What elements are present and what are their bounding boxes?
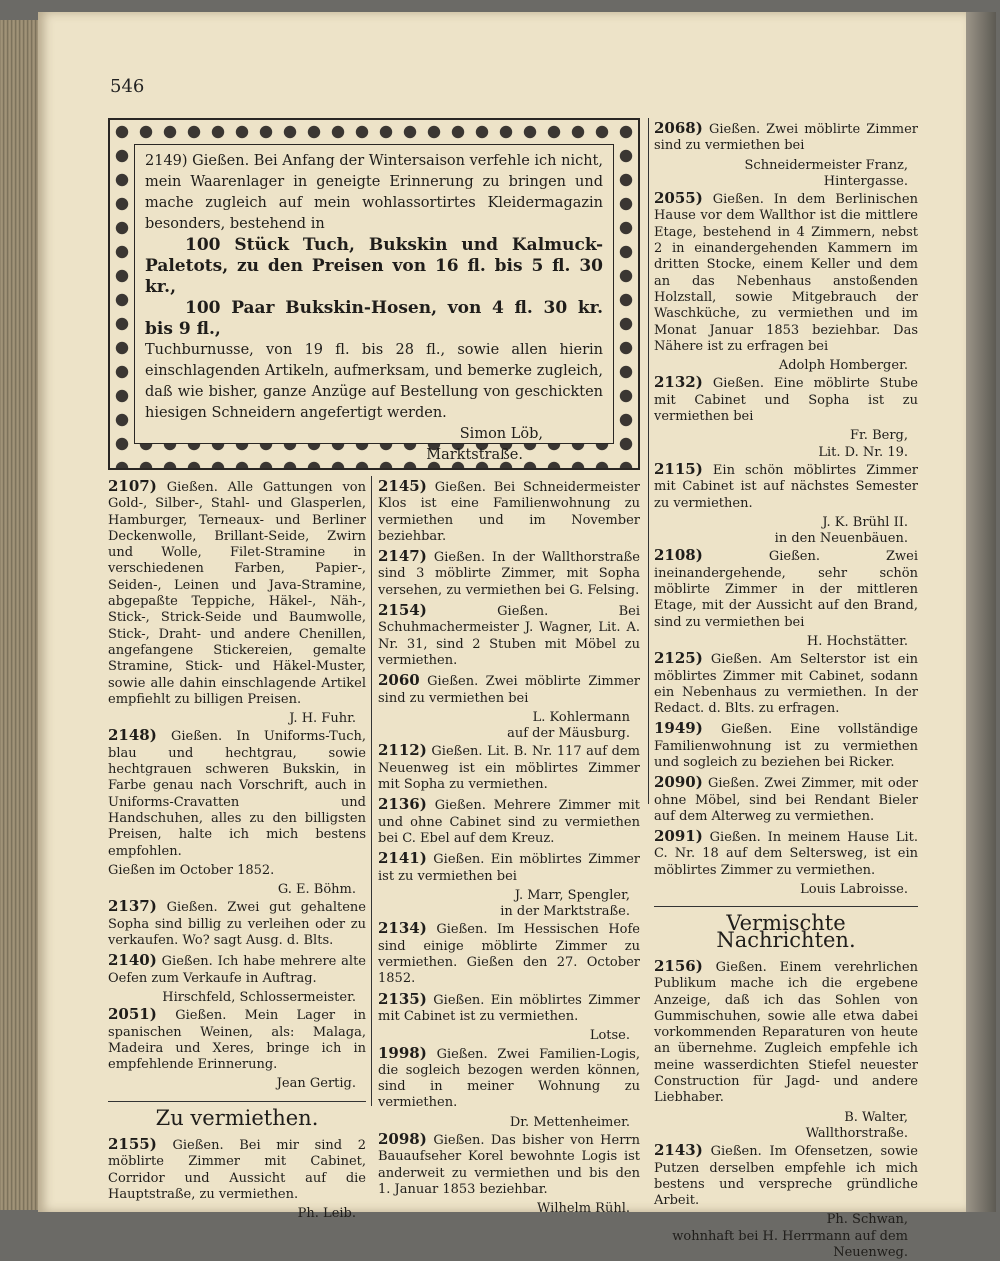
column-1 — [108, 478, 366, 1222]
section-heading: Vermischte Nachrichten. — [654, 906, 918, 948]
column-rule — [371, 476, 372, 1106]
ad-2112: 2112) Gießen. Lit. B. Nr. 117 auf dem Neuenweg ist ein möblirtes Zimmer mit Sopha zu vermiethen. — [378, 741, 640, 793]
ad-2156: 2156) Gießen. Einem verehrlichen Publikum mache ich die ergebene Anzeige, daß ich das Sohlen von Gummischuhen, sowie alle etwa dabei vorkommenden Reparaturen von heute an übernehme. Zugleich empfehle ich meine wasserdichten Stiefel neuester Construction für Jagd- und andere Liebhaber. — [654, 956, 918, 1106]
ad-signature: Jean Gertig. — [276, 1076, 356, 1092]
ad-2147: 2147) Gießen. In der Wallthorstraße sind 3 möblirte Zimmer, mit Sopha versehen, zu vermiethen bei G. Felsing. — [378, 547, 640, 598]
ad-signature: Simon Löb, — [459, 426, 543, 442]
ad-2132: 2132) Gießen. Eine möblirte Stube mit Cabinet und Sopha ist zu vermiethen bei — [654, 373, 918, 425]
ad-signature: L. Kohlermann — [532, 709, 630, 725]
column-rule — [648, 118, 649, 804]
ad-signature: Adolph Homberger. — [778, 358, 908, 374]
ad-2145: 2145) Gießen. Bei Schneidermeister Klos ist eine Familienwohnung zu vermiethen und im November beziehbar. — [378, 477, 640, 544]
ad-item-burnusse: Tuchburnusse, von 19 fl. bis 28 fl., sowie allen hierin einschlagenden Artikeln, aufmerksam, und bemerke zugleich, daß wie bisher, ganze Anzüge auf Bestellung von geschickten hiesigen Schneidern angefertigt werden. — [145, 342, 603, 421]
ad-item-hosen: 100 Paar Bukskin-Hosen, von 4 fl. 30 kr. bis 9 fl., — [145, 298, 603, 339]
ad-address: wohnhaft bei H. Herrmann auf dem Neuenweg. — [672, 1228, 908, 1260]
ad-signature: Louis Labroisse. — [800, 882, 908, 898]
ad-2115: 2115) Ein schön möblirtes Zimmer mit Cabinet ist auf nächstes Semester zu vermiethen. — [654, 459, 918, 511]
ad-2134: 2134) Gießen. Im Hessischen Hofe sind einige möblirte Zimmer zu vermiethen. Gießen den 27. October 1852. — [378, 919, 640, 987]
ad-2154: 2154) Gießen. Bei Schuhmachermeister J. Wagner, Lit. A. Nr. 31, sind 2 Stuben mit Möbel zu vermiethen. — [378, 601, 640, 668]
ad-2098: 2098) Gießen. Das bisher von Herrn Bauaufseher Korel bewohnte Logis ist anderweit zu vermiethen und bis den 1. Januar 1853 beziehbar. — [378, 1129, 640, 1197]
ad-2108: 2108) Gießen. Zwei ineinandergehende, sehr schön möblirte Zimmer in der mittleren Etage, mit der Aussicht auf den Brand, sind zu vermiethen bei — [654, 546, 918, 630]
ad-item-paletots: 100 Stück Tuch, Bukskin und Kalmuck-Paletots, zu den Preisen von 16 fl. bis 5 fl. 30 kr., — [145, 235, 603, 297]
ad-signature: Lotse. — [589, 1028, 630, 1044]
ad-signature: Schneidermeister Franz, — [744, 157, 908, 173]
ad-address: Lit. D. Nr. 19. — [818, 444, 908, 460]
ad-signature: Hirschfeld, Schlossermeister. — [162, 989, 356, 1005]
ad-address: Marktstraße. — [426, 447, 523, 463]
ad-2141: 2141) Gießen. Ein möblirtes Zimmer ist zu vermiethen bei — [378, 849, 640, 884]
ad-1998: 1998) Gießen. Zwei Familien-Logis, die sogleich bezogen werden können, sind in meiner Wohnung zu vermiethen. — [378, 1043, 640, 1111]
ad-2107: 2107) Gießen. Alle Gattungen von Gold-, Silber-, Stahl- und Glasperlen, Hamburger, Terneaux- und Berliner Deckenwolle, Brillant-Seide, Zwirn und Wolle, Filet-Stramine in verschiedenen Farben, Papier-, Seiden-, Leinen und Java-Stramine, abgepaßte Teppiche, Häkel-, Näh-, Stick-, Strick-Seide und Baumwolle, Stick-, Draht- und andere Chenillen, angefangene Stickereien, gemalte Stramine, Stick- und Häkel-Muster, sowie alle dahin einschlagende Artikel empfiehlt zu billigen Preisen. — [108, 477, 366, 707]
ad-2091: 2091) Gießen. In meinem Hause Lit. C. Nr. 18 auf dem Seltersweg, ist ein möblirtes Zimmer zu vermiethen. — [654, 827, 918, 878]
ad-intro: 2149) Gießen. Bei Anfang der Wintersaison verfehle ich nicht, mein Waarenlager in geneigte Erinnerung zu bringen und mache zugleich auf mein wohlassortirtes Kleidermagazin besonders, bestehend in — [145, 153, 603, 232]
ad-2125: 2125) Gießen. Am Selterstor ist ein möblirtes Zimmer mit Cabinet, sodann ein Nebenhaus zu vermiethen. In der Redact. d. Blts. zu erfragen. — [654, 649, 918, 717]
ad-signature: Dr. Mettenheimer. — [509, 1114, 630, 1130]
book-spine-edge — [0, 20, 38, 1210]
ad-address: auf der Mäusburg. — [507, 726, 630, 742]
ad-address: Hintergasse. — [823, 173, 908, 189]
column-3 — [654, 120, 918, 1261]
section-heading: Zu vermiethen. — [108, 1101, 366, 1126]
page-number: 546 — [110, 76, 145, 97]
ad-signature: B. Walter, — [844, 1109, 908, 1125]
ad-signature: J. Marr, Spengler, — [514, 887, 630, 903]
ad-signature: Wilhelm Rühl. — [537, 1201, 630, 1217]
ad-address: in den Neuenbäuen. — [774, 531, 908, 547]
ad-signature: J. K. Brühl II. — [822, 514, 908, 530]
ad-signature: Fr. Berg, — [850, 428, 908, 444]
ad-2135: 2135) Gießen. Ein möblirtes Zimmer mit Cabinet ist zu vermiethen. — [378, 989, 640, 1024]
ad-2055: 2055) Gießen. In dem Berlinischen Hause vor dem Wallthor ist die mittlere Etage, bestehend in 4 Zimmern, nebst 2 in einandergehenden Kammern im dritten Stocke, einem Keller und dem an das Nebenhaus anstoßenden Holzstall, sowie Mitgebrauch der Waschküche, zu vermiethen und im Monat Januar 1853 beziehbar. Das Nähere ist zu erfragen bei — [654, 189, 918, 354]
ad-signature: H. Hochstätter. — [806, 633, 908, 649]
ad-signature: Ph. Schwan, — [826, 1212, 908, 1228]
ad-address: Wallthorstraße. — [805, 1125, 908, 1141]
ad-2155: 2155) Gießen. Bei mir sind 2 möblirte Zimmer mit Cabinet, Corridor und Aussicht auf die Hauptstraße, zu vermiethen. — [108, 1134, 366, 1202]
ad-address: in der Marktstraße. — [500, 904, 630, 920]
clothing-ad — [134, 144, 614, 463]
ad-2140: 2140) Gießen. Ich habe mehrere alte Oefen zum Verkaufe in Auftrag. — [108, 951, 366, 986]
ad-date: Gießen im October 1852. — [108, 862, 275, 878]
ad-2136: 2136) Gießen. Mehrere Zimmer mit und ohne Cabinet sind zu vermiethen bei C. Ebel auf dem Kreuz. — [378, 795, 640, 846]
column-2 — [378, 478, 640, 1217]
ad-2148: 2148) Gießen. In Uniforms-Tuch, blau und hechtgrau, sowie hechtgrauen schweren Bukskin, in Farbe genau nach Vorschrift, auch in Uniforms-Cravatten und Handschuhen, alles zu den billigsten Preisen, halte ich mich bestens empfohlen. — [108, 726, 366, 859]
ad-2143: 2143) Gießen. Im Ofensetzen, sowie Putzen derselben empfehle ich mich bestens und verspreche gründliche Arbeit. — [654, 1141, 918, 1209]
ad-2060: 2060 Gießen. Zwei möblirte Zimmer sind zu vermiethen bei — [378, 671, 640, 706]
ad-2051: 2051) Gießen. Mein Lager in spanischen Weinen, als: Malaga, Madeira und Xeres, bringe ich in empfehlende Erinnerung. — [108, 1005, 366, 1073]
ad-2068: 2068) Gießen. Zwei möblirte Zimmer sind zu vermiethen bei — [654, 119, 919, 154]
ad-2090: 2090) Gießen. Zwei Zimmer, mit oder ohne Möbel, sind bei Rendant Bieler auf dem Alterweg zu vermiethen. — [654, 773, 918, 824]
ad-signature: Ph. Leib. — [297, 1206, 356, 1222]
ad-signature: G. E. Böhm. — [277, 882, 356, 898]
ad-2137: 2137) Gießen. Zwei gut gehaltene Sopha sind billig zu verleihen oder zu verkaufen. Wo? sagt Ausg. d. Blts. — [108, 897, 366, 949]
ornamental-ad-frame — [108, 118, 640, 470]
ad-signature: J. H. Fuhr. — [289, 711, 356, 727]
facing-page-edge — [966, 12, 996, 1212]
ad-1949: 1949) Gießen. Eine vollständige Familienwohnung ist zu vermiethen und sogleich zu beziehen bei Ricker. — [654, 719, 918, 770]
